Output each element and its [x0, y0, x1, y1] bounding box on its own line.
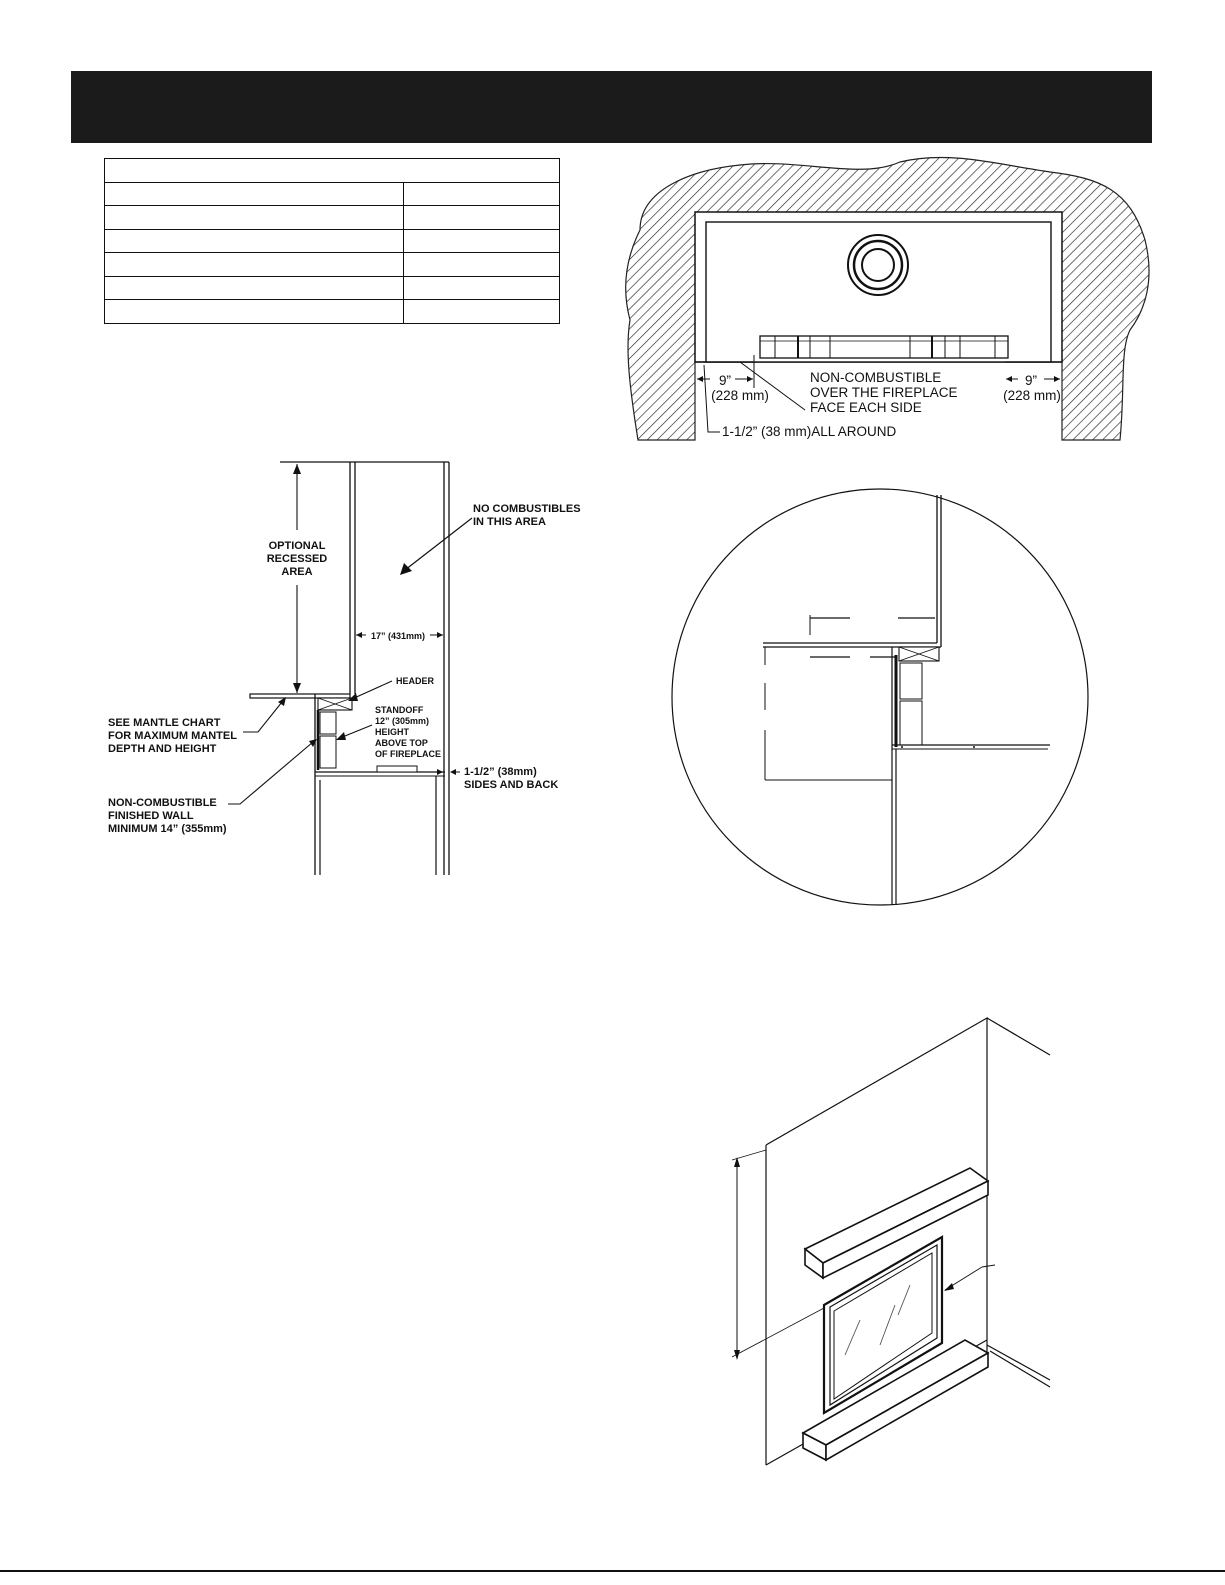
table-cell [105, 253, 404, 277]
detail-standoff-lower [900, 701, 922, 745]
standoff-label-1: STANDOFF [375, 705, 424, 715]
table-cell [105, 276, 404, 300]
front-view-diagram [600, 150, 1170, 450]
table-cell [404, 229, 560, 253]
table-cell [105, 182, 404, 206]
table-cell [404, 206, 560, 230]
mantel-top [805, 1168, 988, 1263]
standoff-label-4: ABOVE TOP [375, 738, 428, 748]
noncomb-label-3: FACE EACH SIDE [810, 400, 922, 415]
optional-recessed-label-2: RECESSED [266, 553, 328, 565]
table-cell [404, 300, 560, 324]
detail-standoff-upper [900, 663, 922, 699]
sides-back-label-2: SIDES AND BACK [464, 779, 559, 791]
header-label: HEADER [396, 676, 435, 686]
noncomb-wall-label-3: MINIMUM 14” (355mm) [108, 823, 227, 835]
mantle-chart-table [104, 158, 560, 324]
standoff-label-5: OF FIREPLACE [375, 749, 442, 759]
table-title-cell [105, 159, 560, 183]
table-cell [404, 276, 560, 300]
left-dim-metric: (228 mm) [711, 388, 769, 403]
side-section-diagram [100, 450, 600, 890]
noncomb-wall-label-2: FINISHED WALL [108, 810, 194, 822]
noncomb-label-2: OVER THE FIREPLACE [810, 385, 958, 400]
table-row [105, 206, 560, 230]
table-row [105, 159, 560, 183]
table-cell [404, 182, 560, 206]
noncomb-wall-label-1: NON-COMBUSTIBLE [108, 797, 217, 809]
mantel-shelf [250, 694, 350, 698]
section-header-bar [71, 71, 1152, 143]
standoff-box-upper [320, 712, 336, 734]
right-dim-value: 9” [1024, 373, 1038, 388]
width-dim-label: 17” (431mm) [370, 631, 426, 641]
all-around-label: 1-1/2” (38 mm)ALL AROUND [722, 424, 897, 439]
mantle-chart-label-2: FOR MAXIMUM MANTEL [108, 730, 237, 742]
left-dim-value: 9” [718, 373, 732, 388]
no-combustibles-label-2: IN THIS AREA [473, 516, 546, 528]
fireplace-top-box [377, 766, 417, 772]
table-row [105, 276, 560, 300]
side-wall [987, 1018, 1050, 1055]
table-row [105, 300, 560, 324]
vent-inner-ring [862, 249, 894, 281]
table-cell [105, 206, 404, 230]
table-row [105, 253, 560, 277]
table-row [105, 229, 560, 253]
mantle-chart-label-1: SEE MANTLE CHART [108, 717, 221, 729]
standoff-label-2: 12” (305mm) [375, 716, 430, 726]
perspective-fireplace-diagram [720, 1015, 1070, 1475]
circle-detail-diagram [670, 485, 1090, 915]
detail-circle [672, 489, 1088, 905]
mantle-chart-label-3: DEPTH AND HEIGHT [108, 743, 217, 755]
table-row [105, 182, 560, 206]
sides-back-label-1: 1-1/2” (38mm) [464, 766, 537, 778]
right-dim-metric: (228 mm) [1003, 388, 1061, 403]
optional-recessed-label-1: OPTIONAL [268, 540, 326, 552]
optional-recessed-label-3: AREA [281, 566, 313, 578]
footer-rule [0, 1570, 1225, 1572]
standoff-label-3: HEIGHT [375, 727, 410, 737]
table-cell [105, 229, 404, 253]
table-cell [105, 300, 404, 324]
table-cell [404, 253, 560, 277]
standoff-box-lower [320, 736, 336, 768]
no-combustibles-label-1: NO COMBUSTIBLES [473, 503, 581, 515]
noncomb-label-1: NON-COMBUSTIBLE [810, 370, 942, 385]
